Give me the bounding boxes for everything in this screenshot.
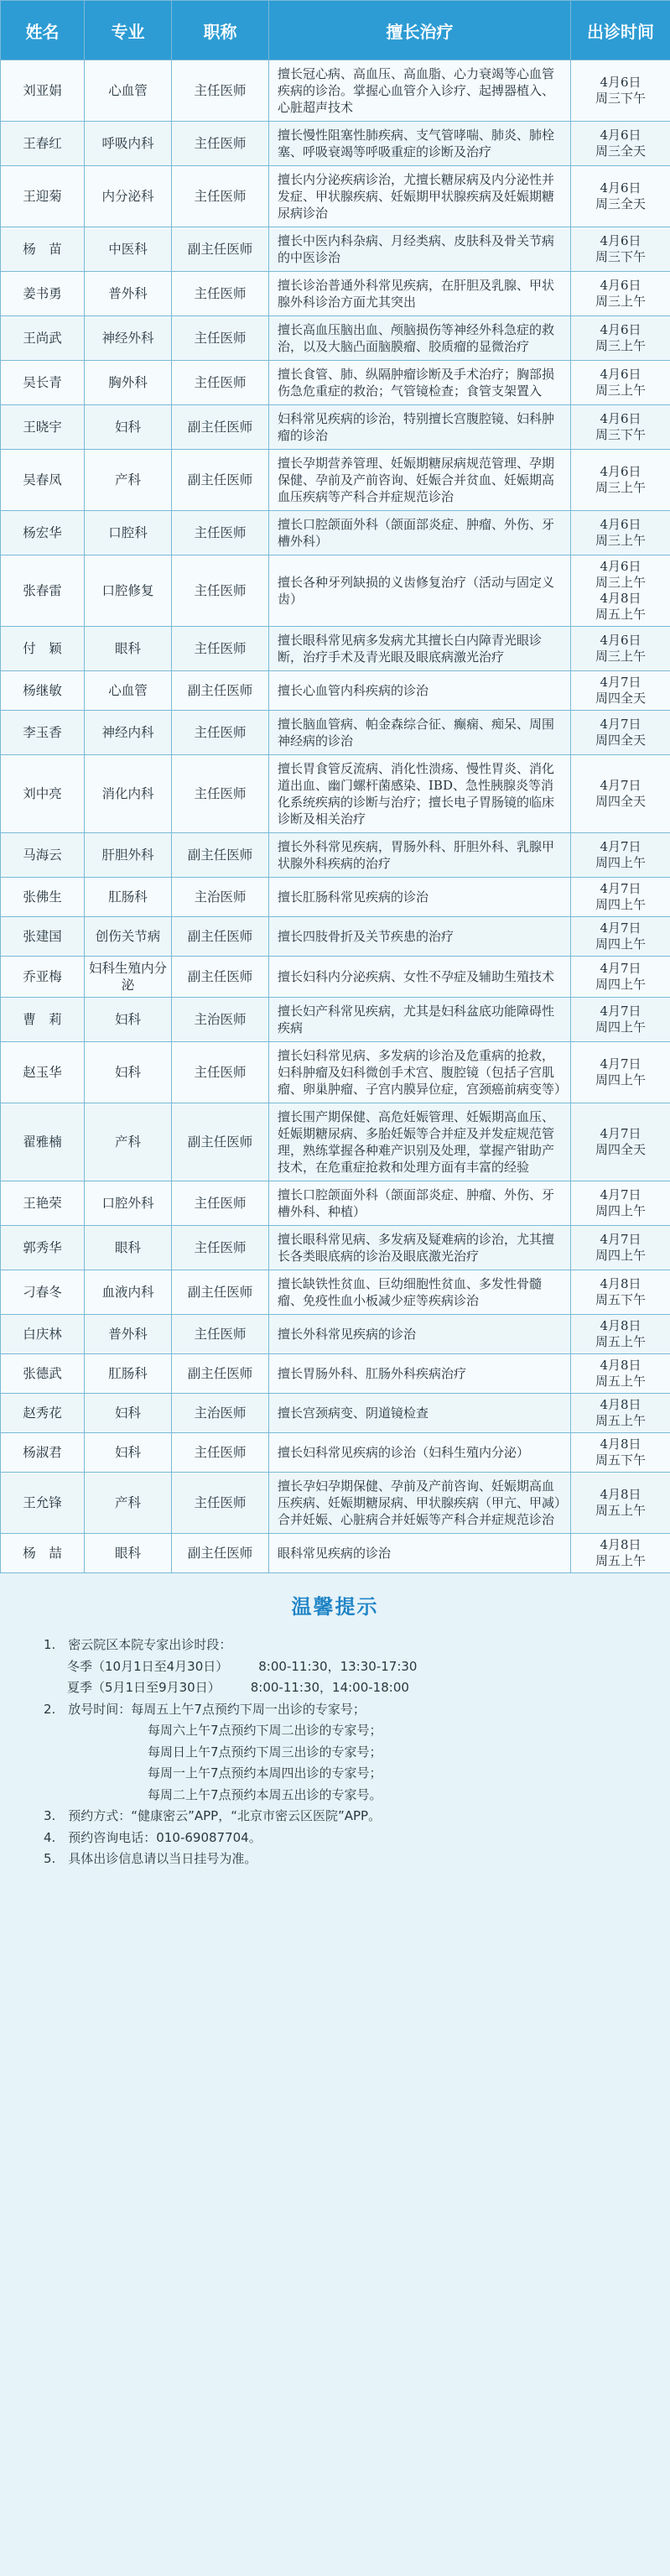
clinic-time (571, 405, 670, 450)
clinic-time (571, 122, 670, 166)
table-row (1, 316, 670, 361)
doctor-dept: 妇科 (85, 1042, 172, 1103)
doctor-specialty: 擅长眼科常见病多发病尤其擅长白内障青光眼诊断，治疗手术及青光眼及眼底病激光治疗 (269, 627, 571, 671)
doctor-dept: 创伤关节病 (85, 917, 172, 957)
table-row (1, 755, 670, 833)
doctor-dept: 口腔科 (85, 511, 172, 555)
table-row (1, 1534, 670, 1573)
doctor-title: 主任医师 (172, 511, 269, 555)
doctor-dept: 心血管 (85, 60, 172, 122)
doctor-name: 白庆林 (1, 1315, 85, 1354)
doctor-title: 副主任医师 (172, 671, 269, 711)
clinic-weekday: 周四上午 (595, 1072, 646, 1087)
clinic-date: 4月6日 (600, 367, 641, 382)
doctor-dept: 口腔外科 (85, 1181, 172, 1226)
doctor-name: 王允锋 (1, 1473, 85, 1534)
doctor-title: 副主任医师 (172, 833, 269, 878)
doctor-title: 主治医师 (172, 878, 269, 917)
clinic-time (571, 60, 670, 122)
clinic-time (571, 1394, 670, 1433)
clinic-date: 4月6日 (600, 411, 641, 426)
clinic-date: 4月7日 (600, 920, 641, 936)
doctor-dept: 肝胆外科 (85, 833, 172, 878)
doctor-dept: 眼科 (85, 1226, 172, 1270)
table-row (1, 711, 670, 755)
doctor-name: 王尚武 (1, 316, 85, 361)
doctor-title: 主任医师 (172, 166, 269, 227)
header-specialty: 擅长治疗 (269, 1, 571, 60)
clinic-date: 4月7日 (600, 839, 641, 854)
header-time: 出诊时间 (571, 1, 670, 60)
table-row (1, 998, 670, 1042)
doctor-specialty: 擅长内分泌疾病诊治，尤擅长糖尿病及内分泌性并发症、甲状腺疾病、妊娠期甲状腺疾病及妊娠期糖尿病诊治 (269, 166, 571, 227)
doctor-title: 主任医师 (172, 122, 269, 166)
tip-3: 3. 预约方式：“健康密云”APP，“北京市密云区医院”APP。 (44, 1808, 382, 1823)
doctor-dept: 胸外科 (85, 361, 172, 405)
clinic-date: 4月8日 (600, 1276, 641, 1291)
doctor-dept: 口腔修复 (85, 555, 172, 627)
doctor-specialty: 擅长围产期保健、高危妊娠管理、妊娠期高血压、妊娠期糖尿病、多胎妊娠等合并症及并发症规范管理，熟练掌握各种难产识别及处理，掌握产钳助产技术，在危重症抢救和处理方面有丰富的经验 (269, 1103, 571, 1181)
doctor-name: 赵玉华 (1, 1042, 85, 1103)
doctor-specialty: 擅长高血压脑出血、颅脑损伤等神经外科急症的救治，以及大脑凸面脑膜瘤、胶质瘤的显微治疗 (269, 316, 571, 361)
clinic-weekday: 周五上午 (595, 1553, 646, 1568)
clinic-weekday: 周五上午 (595, 1334, 646, 1349)
table-row (1, 957, 670, 998)
doctor-dept: 产科 (85, 1473, 172, 1534)
doctor-specialty: 擅长妇产科常见疾病，尤其是妇科盆底功能障碍性疾病 (269, 998, 571, 1042)
clinic-time (571, 711, 670, 755)
clinic-weekday: 周三上午 (595, 575, 646, 590)
clinic-date: 4月7日 (600, 1126, 641, 1141)
doctor-name: 曹 莉 (1, 998, 85, 1042)
doctor-specialty: 擅长脑血管病、帕金森综合征、癫痫、痴呆、周围神经病的诊治 (269, 711, 571, 755)
clinic-time (571, 555, 670, 627)
clinic-time (571, 1433, 670, 1473)
clinic-time (571, 316, 670, 361)
clinic-time (571, 833, 670, 878)
doctor-dept: 妇科 (85, 1433, 172, 1473)
doctor-dept: 肛肠科 (85, 1354, 172, 1394)
doctor-name: 杨 喆 (1, 1534, 85, 1573)
doctor-specialty: 擅长外科常见疾病，胃肠外科、肝胆外科、乳腺甲状腺外科疾病的治疗 (269, 833, 571, 878)
clinic-weekday: 周三上午 (595, 383, 646, 398)
clinic-date: 4月8日 (600, 1437, 641, 1452)
doctor-specialty: 擅长心血管内科疾病的诊治 (269, 671, 571, 711)
clinic-weekday: 周四上午 (595, 897, 646, 912)
doctor-dept: 呼吸内科 (85, 122, 172, 166)
table-row (1, 917, 670, 957)
clinic-time (571, 511, 670, 555)
table-row (1, 122, 670, 166)
doctor-specialty: 妇科常见疾病的诊治，特别擅长宫腹腔镜、妇科肿瘤的诊治 (269, 405, 571, 450)
doctor-specialty: 擅长中医内科杂病、月经类病、皮肤科及骨关节病的中医诊治 (269, 227, 571, 272)
header-name: 姓名 (1, 1, 85, 60)
clinic-time (571, 1315, 670, 1354)
clinic-weekday: 周五上午 (595, 1503, 646, 1518)
clinic-date: 4月6日 (600, 75, 641, 90)
doctor-specialty: 擅长慢性阻塞性肺疾病、支气管哮喘、肺炎、肺栓塞、呼吸衰竭等呼吸重症的诊断及治疗 (269, 122, 571, 166)
doctor-dept: 产科 (85, 1103, 172, 1181)
clinic-weekday: 周四上午 (595, 1019, 646, 1035)
tip-4: 4. 预约咨询电话：010-69087704。 (44, 1829, 262, 1845)
clinic-date: 4月7日 (600, 1056, 641, 1072)
doctor-specialty: 擅长缺铁性贫血、巨幼细胞性贫血、多发性骨髓瘤、免疫性血小板减少症等疾病诊治 (269, 1270, 571, 1315)
clinic-weekday: 周四上午 (595, 977, 646, 992)
doctor-title: 主任医师 (172, 1315, 269, 1354)
clinic-time (571, 1042, 670, 1103)
clinic-weekday: 周五上午 (595, 1413, 646, 1428)
clinic-time (571, 671, 670, 711)
doctor-title: 副主任医师 (172, 1270, 269, 1315)
doctor-name: 杨继敏 (1, 671, 85, 711)
doctor-title: 主任医师 (172, 1042, 269, 1103)
doctor-dept: 妇科 (85, 1394, 172, 1433)
table-row (1, 361, 670, 405)
clinic-weekday: 周三上午 (595, 533, 646, 548)
tip-2b: 每周六上午7点预约下周二出诊的专家号； (148, 1723, 382, 1738)
tips-body (0, 1635, 670, 1870)
clinic-date: 4月7日 (600, 778, 641, 793)
clinic-time (571, 1534, 670, 1573)
clinic-weekday: 周五下午 (595, 1452, 646, 1468)
doctor-title: 副主任医师 (172, 957, 269, 998)
doctor-name: 乔亚梅 (1, 957, 85, 998)
doctor-name: 刁春冬 (1, 1270, 85, 1315)
table-row (1, 1226, 670, 1270)
doctor-dept: 内分泌科 (85, 166, 172, 227)
doctor-title: 主任医师 (172, 361, 269, 405)
table-row (1, 166, 670, 227)
doctor-specialty: 擅长妇科常见病、多发病的诊治及危重病的抢救，妇科肿瘤及妇科微创手术宫、腹腔镜（包括子宫肌瘤、卵巢肿瘤、子宫内膜异位症，宫颈癌前病变等） (269, 1042, 571, 1103)
doctor-specialty: 擅长口腔颌面外科（颌面部炎症、肿瘤、外伤、牙槽外科） (269, 511, 571, 555)
tip-summer-time: 8:00-11:30，14:00-18:00 (250, 1680, 409, 1695)
clinic-date: 4月8日 (600, 1318, 641, 1333)
doctor-name: 吴长青 (1, 361, 85, 405)
doctor-dept: 眼科 (85, 627, 172, 671)
table-row (1, 671, 670, 711)
clinic-weekday: 周四上午 (595, 1248, 646, 1263)
table-row (1, 627, 670, 671)
doctor-title: 副主任医师 (172, 1103, 269, 1181)
doctor-name: 杨淑君 (1, 1433, 85, 1473)
doctor-dept: 产科 (85, 450, 172, 511)
doctor-dept: 妇科 (85, 405, 172, 450)
tips-section (0, 1573, 670, 1942)
doctor-dept: 消化内科 (85, 755, 172, 833)
clinic-time (571, 1354, 670, 1394)
clinic-time (571, 957, 670, 998)
doctor-specialty: 擅长妇科常见疾病的诊治（妇科生殖内分泌） (269, 1433, 571, 1473)
doctor-specialty: 擅长外科常见疾病的诊治 (269, 1315, 571, 1354)
clinic-weekday: 周四全天 (595, 1142, 646, 1157)
clinic-date: 4月8日 (600, 1487, 641, 1502)
tip-2e: 每周二上午7点预约本周五出诊的专家号。 (148, 1786, 382, 1802)
doctor-title: 副主任医师 (172, 1534, 269, 1573)
table-row (1, 1473, 670, 1534)
doctor-title: 主任医师 (172, 1181, 269, 1226)
table-row (1, 1354, 670, 1394)
doctor-title: 主治医师 (172, 1394, 269, 1433)
clinic-weekday: 周三上午 (595, 480, 646, 495)
tip-5: 5. 具体出诊信息请以当日挂号为准。 (44, 1851, 257, 1866)
doctor-title: 副主任医师 (172, 917, 269, 957)
doctor-dept: 妇科生殖内分泌 (85, 957, 172, 998)
clinic-time (571, 1226, 670, 1270)
doctor-title: 主任医师 (172, 1226, 269, 1270)
doctor-name: 张德武 (1, 1354, 85, 1394)
clinic-date: 4月6日 (600, 322, 641, 337)
clinic-date: 4月7日 (600, 1187, 641, 1202)
doctor-name: 杨宏华 (1, 511, 85, 555)
tip-winter-time: 8:00-11:30，13:30-17:30 (258, 1658, 418, 1674)
tip-2c: 每周日上午7点预约下周三出诊的专家号； (148, 1744, 382, 1760)
table-row (1, 555, 670, 627)
doctor-specialty: 擅长食管、肺、纵隔肿瘤诊断及手术治疗；胸部损伤急危重症的救治；气管镜检查；食管支架置入 (269, 361, 571, 405)
doctor-name: 吴春凤 (1, 450, 85, 511)
doctor-name: 杨 苗 (1, 227, 85, 272)
clinic-time (571, 1181, 670, 1226)
doctor-title: 副主任医师 (172, 405, 269, 450)
table-row (1, 272, 670, 316)
doctor-title: 主任医师 (172, 272, 269, 316)
tip-winter (44, 1656, 670, 1678)
doctor-title: 主任医师 (172, 711, 269, 755)
clinic-date: 4月6日 (600, 517, 641, 532)
clinic-weekday: 周三全天 (595, 196, 646, 211)
clinic-weekday: 周四上午 (595, 1203, 646, 1218)
doctor-specialty: 擅长四肢骨折及关节疾患的治疗 (269, 917, 571, 957)
clinic-weekday: 周三下午 (595, 427, 646, 442)
table-row (1, 511, 670, 555)
doctor-name: 付 颖 (1, 627, 85, 671)
clinic-time (571, 998, 670, 1042)
tip-2: 2. 放号时间：每周五上午7点预约下周一出诊的专家号； (44, 1701, 366, 1717)
doctor-name: 马海云 (1, 833, 85, 878)
clinic-date: 4月6日 (600, 559, 641, 574)
clinic-date: 4月6日 (600, 180, 641, 196)
clinic-date: 4月8日 (600, 1397, 641, 1412)
clinic-date: 4月8日 (600, 1358, 641, 1373)
tips-title: 温馨提示 (291, 1595, 379, 1619)
doctor-title: 副主任医师 (172, 227, 269, 272)
doctor-specialty: 擅长口腔颌面外科（颌面部炎症、肿瘤、外伤、牙槽外科、种植） (269, 1181, 571, 1226)
table-row (1, 405, 670, 450)
clinic-time (571, 272, 670, 316)
doctor-dept: 神经外科 (85, 316, 172, 361)
doctor-name: 翟雅楠 (1, 1103, 85, 1181)
clinic-weekday: 周四全天 (595, 794, 646, 809)
doctor-dept: 心血管 (85, 671, 172, 711)
table-row (1, 227, 670, 272)
clinic-weekday: 周四上午 (595, 855, 646, 870)
doctor-title: 主任医师 (172, 316, 269, 361)
doctor-name: 张佛生 (1, 878, 85, 917)
header-title: 职称 (172, 1, 269, 60)
clinic-date: 4月6日 (600, 278, 641, 293)
table-row (1, 1433, 670, 1473)
table-row (1, 1315, 670, 1354)
doctor-specialty: 擅长各种牙列缺损的义齿修复治疗（活动与固定义齿） (269, 555, 571, 627)
table-body (1, 60, 670, 1573)
doctor-title: 主任医师 (172, 755, 269, 833)
doctor-name: 刘亚娟 (1, 60, 85, 122)
doctor-specialty: 眼科常见疾病的诊治 (269, 1534, 571, 1573)
clinic-date: 4月7日 (600, 675, 641, 690)
table-row (1, 833, 670, 878)
clinic-date: 4月8日 (600, 1537, 641, 1552)
clinic-weekday: 周三上午 (595, 338, 646, 353)
doctor-name: 王晓宇 (1, 405, 85, 450)
header-dept: 专业 (85, 1, 172, 60)
table-row (1, 1270, 670, 1315)
clinic-time (571, 755, 670, 833)
doctor-dept: 普外科 (85, 1315, 172, 1354)
clinic-time (571, 227, 670, 272)
tip-summer-label: 夏季（5月1日至9月30日） (67, 1680, 221, 1695)
doctor-name: 郭秀华 (1, 1226, 85, 1270)
clinic-time (571, 917, 670, 957)
clinic-date: 4月8日 (600, 591, 641, 606)
clinic-weekday: 周四全天 (595, 733, 646, 748)
tip-summer (44, 1677, 670, 1699)
doctor-name: 张建国 (1, 917, 85, 957)
doctor-title: 主任医师 (172, 555, 269, 627)
clinic-time (571, 450, 670, 511)
table-row (1, 1181, 670, 1226)
doctor-specialty: 擅长诊治普通外科常见疾病，在肝胆及乳腺、甲状腺外科诊治方面尤其突出 (269, 272, 571, 316)
clinic-time (571, 361, 670, 405)
doctor-specialty: 擅长肛肠科常见疾病的诊治 (269, 878, 571, 917)
clinic-time (571, 166, 670, 227)
clinic-time (571, 878, 670, 917)
clinic-date: 4月6日 (600, 633, 641, 648)
doctor-name: 王艳荣 (1, 1181, 85, 1226)
doctor-specialty: 擅长眼科常见病、多发病及疑难病的诊治，尤其擅长各类眼底病的诊治及眼底激光治疗 (269, 1226, 571, 1270)
table-header-row (1, 1, 670, 60)
table-row (1, 60, 670, 122)
table-row (1, 878, 670, 917)
doctor-title: 副主任医师 (172, 450, 269, 511)
clinic-date: 4月6日 (600, 464, 641, 479)
clinic-weekday: 周三上午 (595, 649, 646, 664)
doctor-specialty: 擅长胃肠外科、肛肠外科疾病治疗 (269, 1354, 571, 1394)
doctor-specialty: 擅长宫颈病变、阴道镜检查 (269, 1394, 571, 1433)
tip-2d: 每周一上午7点预约本周四出诊的专家号； (148, 1765, 382, 1781)
clinic-date: 4月7日 (600, 1004, 641, 1019)
doctor-name: 姜书勇 (1, 272, 85, 316)
doctor-dept: 妇科 (85, 998, 172, 1042)
clinic-weekday: 周三下午 (595, 249, 646, 264)
doctor-title: 主任医师 (172, 1433, 269, 1473)
table-row (1, 450, 670, 511)
doctor-dept: 肛肠科 (85, 878, 172, 917)
doctor-specialty: 擅长冠心病、高血压、高血脂、心力衰竭等心血管疾病的诊治。掌握心血管介入诊疗、起搏器植入、心脏超声技术 (269, 60, 571, 122)
tip-1: 1. 密云院区本院专家出诊时段： (44, 1637, 232, 1652)
clinic-date: 4月7日 (600, 717, 641, 732)
table-row (1, 1103, 670, 1181)
doctor-name: 王春红 (1, 122, 85, 166)
clinic-date: 4月7日 (600, 961, 641, 976)
clinic-date: 4月7日 (600, 1232, 641, 1247)
doctor-title: 主任医师 (172, 1473, 269, 1534)
doctor-title: 副主任医师 (172, 1354, 269, 1394)
clinic-weekday: 周五下午 (595, 1292, 646, 1307)
table-row (1, 1042, 670, 1103)
clinic-time (571, 1103, 670, 1181)
doctor-specialty: 擅长孕妇孕期保健、孕前及产前咨询、妊娠期高血压疾病、妊娠期糖尿病、甲状腺疾病（甲亢、甲减）合并妊娠、心脏病合并妊娠等产科合并症规范诊治 (269, 1473, 571, 1534)
clinic-time (571, 1473, 670, 1534)
table-row (1, 1394, 670, 1433)
doctor-dept: 普外科 (85, 272, 172, 316)
doctor-name: 刘中亮 (1, 755, 85, 833)
doctor-name: 张春雷 (1, 555, 85, 627)
doctor-specialty: 擅长孕期营养管理、妊娠期糖尿病规范管理、孕期保健、孕前及产前咨询、妊娠合并贫血、妊娠期高血压疾病等产科合并症规范诊治 (269, 450, 571, 511)
doctor-title: 主任医师 (172, 60, 269, 122)
clinic-date: 4月6日 (600, 233, 641, 248)
tip-winter-label: 冬季（10月1日至4月30日） (67, 1658, 229, 1674)
clinic-time (571, 627, 670, 671)
clinic-time (571, 1270, 670, 1315)
doctor-name: 赵秀花 (1, 1394, 85, 1433)
doctor-dept: 中医科 (85, 227, 172, 272)
clinic-weekday: 周五上午 (595, 607, 646, 622)
clinic-weekday: 周三上午 (595, 294, 646, 309)
doctor-title: 主治医师 (172, 998, 269, 1042)
doctor-specialty: 擅长胃食管反流病、消化性溃疡、慢性胃炎、消化道出血、幽门螺杆菌感染、IBD、急性胰腺炎等消化系统疾病的诊断与治疗；擅长电子胃肠镜的临床诊断及相关治疗 (269, 755, 571, 833)
doctor-dept: 神经内科 (85, 711, 172, 755)
clinic-weekday: 周三下午 (595, 91, 646, 106)
doctor-specialty: 擅长妇科内分泌疾病、女性不孕症及辅助生殖技术 (269, 957, 571, 998)
clinic-date: 4月7日 (600, 881, 641, 896)
clinic-weekday: 周五上午 (595, 1374, 646, 1389)
doctor-name: 王迎菊 (1, 166, 85, 227)
doctor-title: 主任医师 (172, 627, 269, 671)
clinic-weekday: 周三全天 (595, 143, 646, 159)
doctor-name: 李玉香 (1, 711, 85, 755)
doctor-dept: 眼科 (85, 1534, 172, 1573)
doctor-dept: 血液内科 (85, 1270, 172, 1315)
clinic-date: 4月6日 (600, 128, 641, 143)
clinic-weekday: 周四上午 (595, 936, 646, 952)
clinic-weekday: 周四全天 (595, 691, 646, 706)
